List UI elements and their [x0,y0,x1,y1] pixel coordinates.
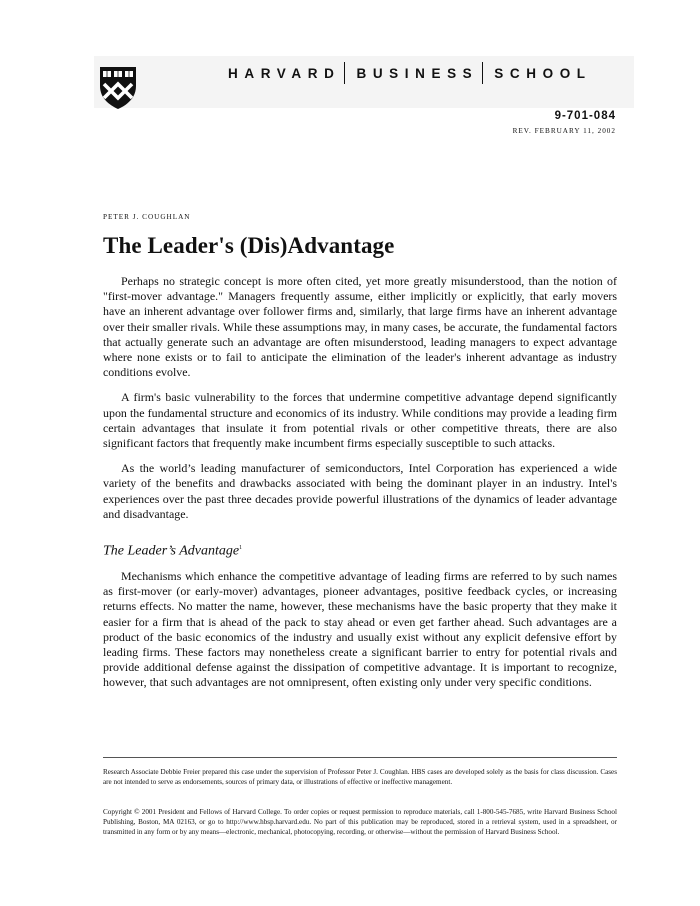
author-name: PETER J. COUGHLAN [103,213,191,221]
paragraph: A firm's basic vulnerability to the forces that undermine competitive advantage depend significantly upon the fundamental structure and economics of its industry. While conditions may provide a leading firm certain advantages that insulate it from potential rivals or other competitive threats, there are also significant factors that frequently make incumbent firms especially susceptible to such attacks. [103,390,617,451]
footnote-copyright: Copyright © 2001 President and Fellows of Harvard College. To order copies or request permission to reproduce materials, call 1-800-545-7685, write Harvard Business School Publishing, Boston, MA 02163, or go to http://www.hbsp.harvard.edu. No part of this publication may be reproduced, stored in a retrieval system, used in a spreadsheet, or transmitted in any form or by any means—electronic, mechanical, photocopying, recording, or otherwise—without the permission of Harvard Business School. [103,808,617,836]
case-number: 9-701-084 [554,110,616,122]
paragraph: Mechanisms which enhance the competitive advantage of leading firms are referred to by such names as first-mover (or early-mover) advantages, pioneer advantages, positive feedback cycles, or increasing returns effects. No matter the name, however, these mechanisms have the basic property that they make it easier for a firm that is ahead of the pack to stay ahead or even get farther ahead. Such advantages are a product of the basic economics of the industry and usually exist without any explicit defensive effort by leading firms. These factors may nonetheless create a significant barrier to entry for potential rivals and provide additional defense against the dissipation of competitive advantage. It is important to recognize, however, that such advantages are not omnipresent, often existing only under very specific conditions. [103,568,617,690]
article-body [103,274,617,701]
section-heading [103,541,617,559]
footnote-divider [103,757,617,758]
banner-separator [482,62,483,84]
footnote-reference: 1 [239,545,243,552]
banner-word-business: BUSINESS [356,65,479,81]
page-title: The Leader's (Dis)Advantage [103,233,395,258]
banner-word-harvard: HARVARD [228,65,341,81]
banner-word-school: SCHOOL [494,65,592,81]
banner-separator [344,62,345,84]
revision-date: REV. FEBRUARY 11, 2002 [512,127,616,135]
footnote-preparation: Research Associate Debbie Freier prepared this case under the supervision of Professor Peter J. Coughlan. HBS cases are developed solely as the basis for class discussion. Cases are not intended to serve as endorsements, sources of primary data, or illustrations of effective or ineffective management. [103,768,617,786]
harvard-veritas-shield-icon [99,66,137,110]
paragraph: As the world’s leading manufacturer of semiconductors, Intel Corporation has experienced a wide variety of the benefits and drawbacks associated with being the dominant player in an industry. Intel's experiences over the past three decades provide powerful illustrations of the dynamics of leader advantage and disadvantage. [103,461,617,521]
paragraph: Perhaps no strategic concept is more often cited, yet more greatly misunderstood, than the notion of "first-mover advantage." Managers frequently assume, either implicitly or explicitly, that early movers have an inherent advantage over follower firms and, similarly, that large firms have an inherent advantage over their smaller rivals. While these assumptions may, in many cases, be accurate, the fundamental factors that actually generate such an advantage are often misunderstood, leading managers to expect advantage where none exists or to fail to anticipate the elimination of the leader's inherent advantage as industry conditions evolve. [103,274,617,380]
harvard-business-school-banner [228,62,592,84]
section-heading-text: The Leader’s Advantage [103,543,240,559]
